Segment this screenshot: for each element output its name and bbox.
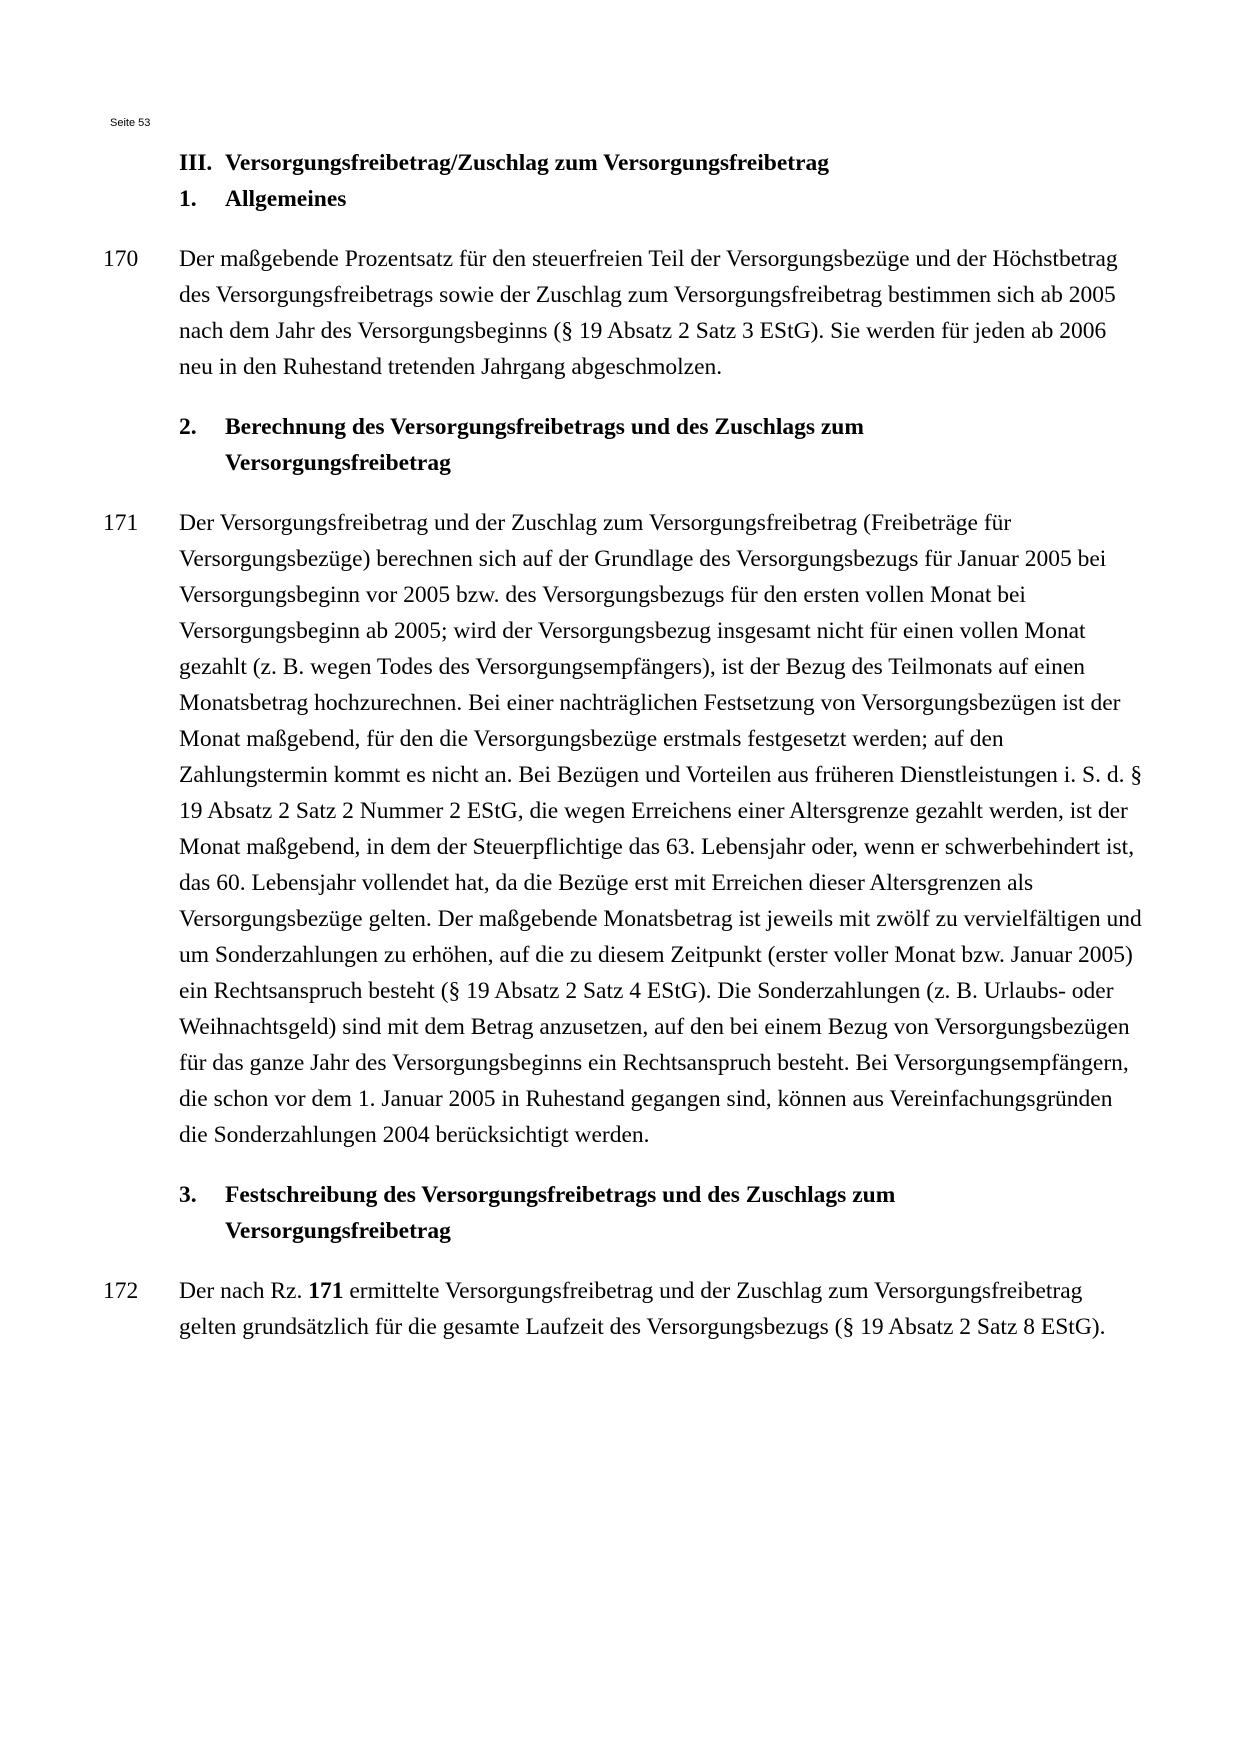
section-heading-iii bbox=[179, 145, 1143, 181]
page-label: Seite 53 bbox=[110, 117, 151, 129]
margin-number: 170 bbox=[103, 246, 139, 272]
section-title: Allgemeines bbox=[225, 186, 347, 212]
paragraph-170 bbox=[103, 241, 1143, 385]
section-heading-2 bbox=[179, 409, 1143, 481]
cross-reference: 171 bbox=[308, 1278, 344, 1304]
paragraph-text: Der Versorgungsfreibetrag und der Zuschlag zum Versorgungsfreibetrag (Freibeträge für Versorgungsbezüge) berechnen sich auf der Grundlage des Versorgungsbezugs für Januar 2005 bei Versorgungsbeginn vor 2005 bzw. des Versorgungsbezugs für den ersten vollen Monat bei Versorgungsbeginn ab 2005; wird der Versorgungsbezug insgesamt nicht für einen vollen Monat gezahlt (z. B. wegen Todes des Versorgungsempfängers), ist der Bezug des Teilmonats auf einen Monatsbetrag hochzurechnen. Bei einer nachträglichen Festsetzung von Versorgungsbezügen ist der Monat maßgebend, für den die Versorgungsbezüge erstmals festgesetzt werden; auf den Zahlungstermin kommt es nicht an. Bei Bezügen und Vorteilen aus früheren Dienstleistungen i. S. d. § 19 Absatz 2 Satz 2 Nummer 2 EStG, die wegen Erreichens einer Altersgrenze gezahlt werden, ist der Monat maßgebend, in dem der Steuerpflichtige das 63. Lebensjahr oder, wenn er schwerbehindert ist, das 60. Lebensjahr vollendet hat, da die Bezüge erst mit Erreichen dieser Altersgrenzen als Versorgungsbezüge gelten. Der maßgebende Monatsbetrag ist jeweils mit zwölf zu vervielfältigen und um Sonderzahlungen zu erhöhen, auf die zu diesem Zeitpunkt (erster voller Monat bzw. Januar 2005) ein Rechtsanspruch besteht (§ 19 Absatz 2 Satz 4 EStG). Die Sonderzahlungen (z. B. Urlaubs- oder Weihnachtsgeld) sind mit dem Betrag anzusetzen, auf den bei einem Bezug von Versorgungsbezügen für das ganze Jahr des Versorgungsbeginns ein Rechtsanspruch besteht. Bei Versorgungsempfängern, die schon vor dem 1. Januar 2005 in Ruhestand gegangen sind, können aus Vereinfachungsgründen die Sonderzahlungen 2004 berücksichtigt werden. bbox=[179, 510, 1143, 1148]
paragraph-text-start: Der nach Rz. bbox=[179, 1278, 309, 1304]
section-number: 2. bbox=[179, 414, 197, 440]
paragraph-172 bbox=[103, 1273, 1143, 1345]
paragraph-171 bbox=[103, 505, 1143, 1153]
section-title: Festschreibung des Versorgungsfreibetrags und des Zuschlags zum Versorgungsfreibetrag bbox=[225, 1182, 896, 1244]
paragraph-text-end: ermittelte Versorgungsfreibetrag und der Zuschlag zum Versorgungsfreibetrag gelten grundsätzlich für die gesamte Laufzeit des Versorgungsbezugs (§ 19 Absatz 2 Satz 8 EStG). bbox=[179, 1278, 1106, 1340]
document-body bbox=[103, 145, 1143, 1345]
margin-number: 171 bbox=[103, 510, 139, 536]
margin-number: 172 bbox=[103, 1278, 139, 1304]
section-number: 3. bbox=[179, 1182, 197, 1208]
section-title: Versorgungsfreibetrag/Zuschlag zum Versorgungsfreibetrag bbox=[225, 150, 830, 176]
paragraph-text: Der maßgebende Prozentsatz für den steuerfreien Teil der Versorgungsbezüge und der Höchstbetrag des Versorgungsfreibetrags sowie der Zuschlag zum Versorgungsfreibetrag bestimmen sich ab 2005 nach dem Jahr des Versorgungsbeginns (§ 19 Absatz 2 Satz 3 EStG). Sie werden für jeden ab 2006 neu in den Ruhestand tretenden Jahrgang abgeschmolzen. bbox=[179, 246, 1118, 380]
section-heading-3 bbox=[179, 1177, 1143, 1249]
section-number: 1. bbox=[179, 186, 197, 212]
section-heading-1 bbox=[179, 181, 1143, 217]
section-title: Berechnung des Versorgungsfreibetrags und des Zuschlags zum Versorgungsfreibetrag bbox=[225, 414, 864, 476]
section-number: III. bbox=[179, 150, 213, 176]
paragraph-text bbox=[179, 1273, 1143, 1345]
